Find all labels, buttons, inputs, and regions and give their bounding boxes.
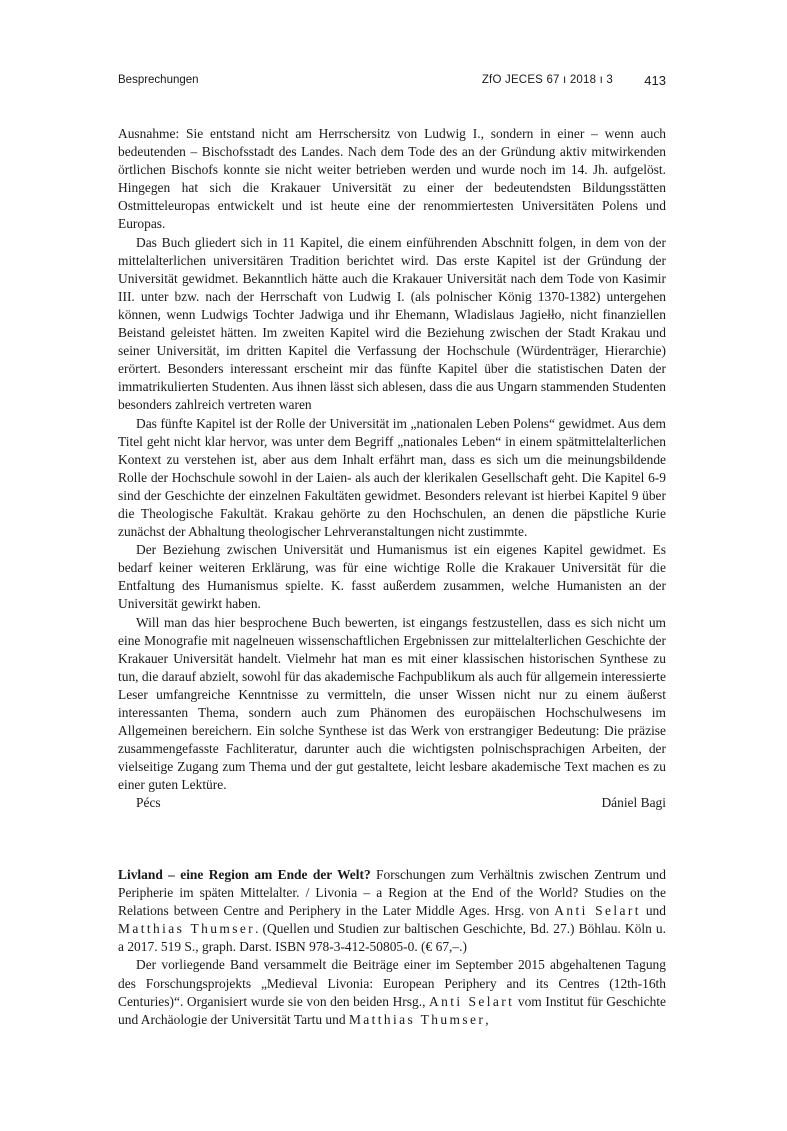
next-review — [118, 866, 666, 1029]
paragraph-text: Der vorliegende Band versammelt die Beiträge einer im September 2015 abgehaltenen Tagung des Forschungsprojekts „Medieval Livonia: European Periphery and its Centres (12th-16th Centuries)“. Organisiert wurde sie von den beiden Hrsg., — [118, 957, 666, 1009]
page-number: 413 — [644, 73, 666, 88]
citation-text: . (Quellen und Studien zur baltischen Geschichte, Bd. 27.) Böhlau. Köln u. a 2017. 519 S., graph. Darst. ISBN 978-3-412-50805-0. (€ 67,–.) — [118, 921, 666, 955]
paragraph: Das Buch gliedert sich in 11 Kapitel, die einem einführenden Abschnitt folgen, in dem von der mittelalterlichen universitären Tradition berichtet wird. Das erste Kapitel ist der Gründung der Universität gewidmet. Bekanntlich hätte auch die Krakauer Universität nach dem Tode von Kasimir III. unter bzw. nach der Herrschaft von Ludwig I. (als polnischer König 1370-1382) untergehen können, wenn Ludwigs Tochter Jadwiga und ihr Ehemann, Wladislaus Jagiełło, nicht finanziellen Beistand geleistet hätten. Im zweiten Kapitel wird die Beziehung zwischen der Stadt Krakau und seiner Universität, im dritten Kapitel die Verfassung der Hochschule (Würdenträger, Hierarchie) erörtert. Besonders interessant erscheint mir das fünfte Kapitel über die statistischen Daten der immatrikulierten Studenten. Aus ihnen lässt sich ablesen, dass die aus Ungarn stammenden Studenten besonders zahlreich vertreten waren — [118, 234, 666, 413]
paragraph-text: , — [485, 1011, 489, 1027]
running-header — [118, 74, 666, 94]
citation-text: und — [640, 903, 666, 919]
paragraph: Das fünfte Kapitel ist der Rolle der Universität im „nationalen Leben Polens“ gewidmet. Aus dem Titel geht nicht klar hervor, was unter dem Begriff „nationales Leben“ in einem spätmittelalterlichen Kontext zu verstehen ist, aber aus dem Inhalt erfährt man, dass es sich um die meinungsbildende Rolle der Hochschule sowohl in der Laien- als auch der klerikalen Gesellschaft geht. Die Kapitel 6-9 sind der Geschichte der einzelnen Fakultäten gewidmet. Besonders relevant ist hierbei Kapitel 9 über die Theologische Fakultät. Krakau gehörte zu den Hochschulen, an denen die päpstliche Kurie zunächst der Abhaltung theologischer Lehrveranstaltungen nicht zustimmte. — [118, 415, 666, 540]
journal-info: ZfO JECES 67 ı 2018 ı 3 — [481, 74, 613, 86]
reviewer-place: Pécs — [136, 795, 161, 811]
review-signature — [118, 794, 666, 812]
section-label: Besprechungen — [118, 74, 199, 86]
reviewer-name: Dániel Bagi — [601, 795, 666, 811]
citation-text: Forschungen zum Verhältnis zwischen Zentrum und Peripherie im späten Mittelalter. / Livonia – a Region at the End of the World? Studies on the Relations between Centre and Periphery in the Later Middle Ages. Hrsg. von — [118, 867, 666, 919]
editor-name: Anti Selart — [554, 903, 641, 919]
paragraph — [118, 956, 666, 1028]
paragraph: Ausnahme: Sie entstand nicht am Herrschersitz von Ludwig I., sondern in einer – wenn auch bedeutenden – Bischofsstadt des Landes. Nach dem Tode des an der Gründung aktiv mitwirkenden örtlichen Bischofs konnte sie nicht weiter betrieben werden und wurde noch im 14. Jh. aufgelöst. Hingegen hat sich die Krakauer Universität zu einer der bedeutendsten Bildungsstätten Ostmitteleuropas entwickelt und ist heute eine der renommiertesten Universitäten Polens und Europas. — [118, 126, 666, 232]
paragraph-text: vom Institut für Geschichte und Archäologie der Universität Tartu und — [118, 993, 666, 1027]
book-title: Livland – eine Region am Ende der Welt? — [118, 867, 371, 882]
paragraph: Will man das hier besprochene Buch bewerten, ist eingangs festzustellen, dass es sich nicht um eine Monografie mit nagelneuen wissenschaftlichen Ergebnissen zur mittelalterlichen Geschichte der Krakauer Universität handelt. Vielmehr hat man es mit einer klassischen historischen Synthese zu tun, die darauf abzielt, sowohl für das akademische Fachpublikum als auch für allgemein interessierte Leser umfangreiche Kenntnisse zu vermitteln, die unser Wissen nicht nur zu einem äußerst interessanten Thema, sondern auch zum Phänomen des europäischen Hochschulwesens im Allgemeinen bereichern. Ein solche Synthese ist das Werk von erstrangiger Bedeutung: Die präzise zusammengefasste Fachliteratur, darunter auch die wichtigsten polnischsprachigen Arbeiten, der vielseitige Zugang zum Thema und der gut gestaltete, leicht lesbare akademische Text machen es zu einer guten Lektüre. — [118, 614, 666, 793]
paragraph: Der Beziehung zwischen Universität und Humanismus ist ein eigenes Kapitel gewidmet. Es bedarf keiner weiteren Erklärung, was für eine wichtige Rolle die Krakauer Universität für die Entfaltung des Humanismus spielte. K. fasst außerdem zusammen, welche Humanisten an der Universität gewirkt haben. — [118, 542, 666, 612]
book-citation — [118, 866, 666, 956]
editor-name: Matthias Thumser — [348, 1011, 486, 1027]
editor-name: Anti Selart — [429, 993, 515, 1009]
review-body — [118, 125, 666, 813]
editor-name: Matthias Thumser — [118, 921, 256, 937]
